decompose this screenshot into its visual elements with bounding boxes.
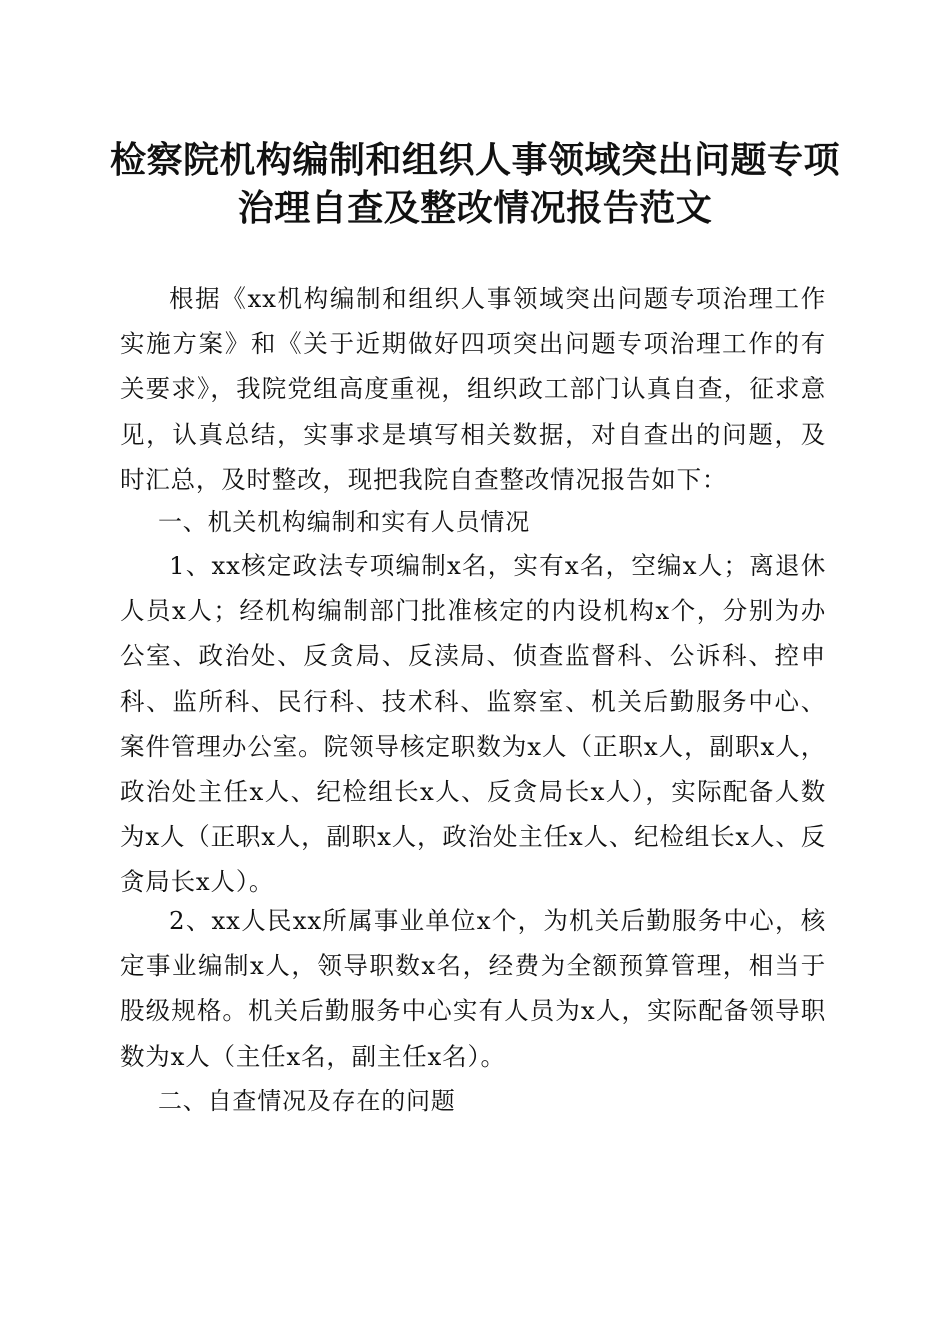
document-title-line-2: 治理自查及整改情况报告范文 [237, 187, 713, 229]
section-2-heading: 二、自查情况及存在的问题 [158, 1087, 456, 1115]
section-1-heading: 一、机关机构编制和实有人员情况 [158, 508, 530, 536]
intro-paragraph: 根据《xx机构编制和组织人事领域突出问题专项治理工作实施方案》和《关于近期做好四项突出问题专项治理工作的有关要求》，我院党组高度重视，组织政工部门认真自查，征求意见，认真总结，实事求是填写相关数据，对自查出的问题，及时汇总，及时整改，现把我院自查整改情况报告如下： [120, 284, 826, 494]
section-1-item-2-paragraph: 2、xx人民xx所属事业单位x个，为机关后勤服务中心，核定事业编制x人，领导职数x名，经费为全额预算管理，相当于股级规格。机关后勤服务中心实有人员为x人，实际配备领导职数为x人（主任x名，副主任x名）。 [120, 906, 826, 1071]
section-1-item-1-paragraph: 1、xx核定政法专项编制x名，实有x名，空编x人；离退休人员x人；经机构编制部门批准核定的内设机构x个，分别为办公室、政治处、反贪局、反渎局、侦查监督科、公诉科、控申科、监所科、民行科、技术科、监察室、机关后勤服务中心、案件管理办公室。院领导核定职数为x人（正职x人，副职x人，政治处主任x人、纪检组长x人、反贪局长x人），实际配备人数为x人（正职x人，副职x人，政治处主任x人、纪检组长x人、反贪局长x人）。 [120, 551, 826, 897]
document-title-line-1: 检察院机构编制和组织人事领域突出问题专项 [109, 139, 840, 181]
